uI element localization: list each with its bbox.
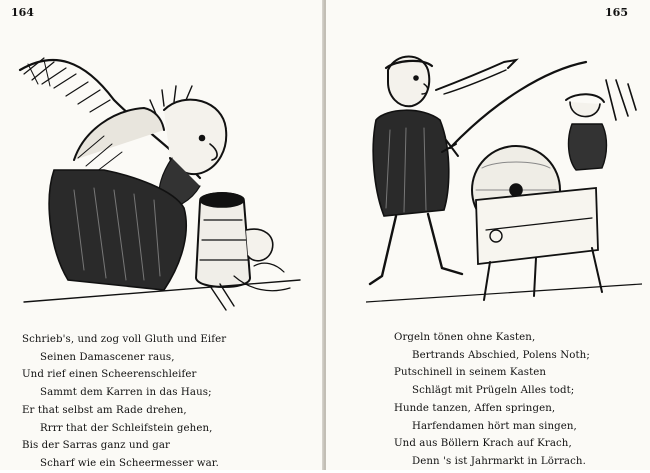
verse-line: Putschinell in seinem Kasten (394, 367, 547, 379)
grindstone-illustration (366, 40, 642, 308)
quill-writer-illustration (14, 40, 306, 320)
verse-line: Und aus Böllern Krach auf Krach, (394, 438, 572, 450)
verse-line: Schrieb's, und zog voll Gluth und Eifer (22, 334, 227, 345)
verse-line: Rrrr that der Schleifstein gehen, (40, 422, 213, 434)
verse-line: Und rief einen Scheerenschleifer (22, 369, 197, 381)
verse-line: Sammt dem Karren in das Haus; (40, 387, 212, 399)
verse-line: Scharf wie ein Scheermesser war. (40, 457, 219, 469)
verse-line: Er that selbst am Rade drehen, (22, 404, 187, 416)
verse-line: Denn 's ist Jahrmarkt in Lörrach. (412, 455, 586, 467)
verse-line: Bis der Sarras ganz und gar (22, 440, 171, 452)
verse-line: Seinen Damascener raus, (40, 351, 175, 363)
verse-left (22, 331, 226, 473)
left-page (0, 0, 324, 470)
page-number-right: 165 (605, 6, 628, 19)
page-number-left: 164 (11, 6, 34, 19)
verse-right (394, 329, 590, 471)
verse-line: Bertrands Abschied, Polens Noth; (412, 349, 590, 361)
verse-line: Hunde tanzen, Affen springen, (394, 402, 556, 414)
verse-line: Schlägt mit Prügeln Alles todt; (412, 385, 575, 397)
verse-line: Harfendamen hört man singen, (412, 420, 577, 432)
right-page (326, 0, 650, 470)
verse-line: Orgeln tönen ohne Kasten, (394, 332, 536, 343)
